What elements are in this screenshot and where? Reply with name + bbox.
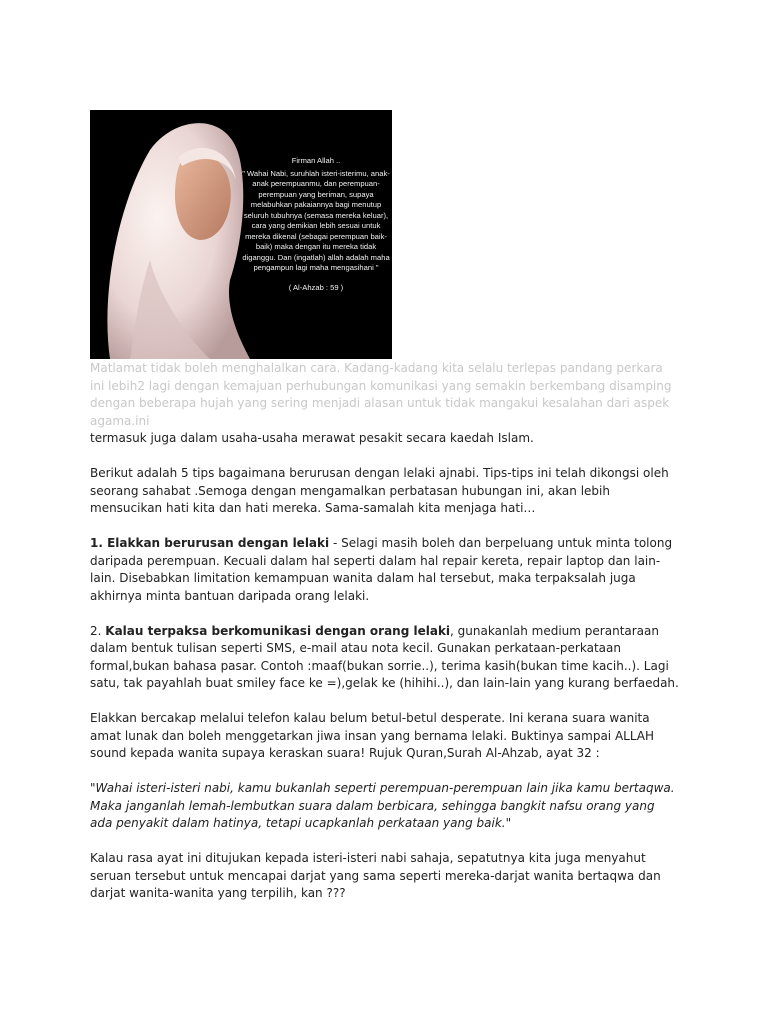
faded-intro: Matlamat tidak boleh menghalalkan cara. Kadang-kadang kita selalu terlepas pandang perkara ini lebih2 lagi dengan kemajuan perhubungan komunikasi yang semakin berkembang disamping dengan beberapa hujah yang sering menjadi alasan untuk tidak mangakui kesalahan dari aspek agama.ini: [90, 361, 672, 428]
tip-2-number: 2.: [90, 623, 106, 638]
tip-1-paragraph: [90, 535, 680, 605]
phone-paragraph: Elakkan bercakap melalui telefon kalau belum betul-betul desperate. Ini kerana suara wanita amat lunak dan boleh menggetarkan jiwa insan yang bernama lelaki. Buktinya sampai ALLAH sound kepada wanita supaya keraskan suara! Rujuk Quran,Surah Al-Ahzab, ayat 32 :: [90, 711, 655, 760]
tip-2-body: , gunakanlah medium perantaraan dalam bentuk tulisan seperti SMS, e-mail atau nota kecil. Gunakan perkataan-perkataan formal,bukan bahasa pasar. Contoh :maaf(bukan sorrie..), terima kasih(bukan time kacih..). Lagi satu, tak payahlah buat smiley face ke =),gelak ke (hihihi..), dan lain-lain yang kurang berfaedah.: [90, 623, 679, 690]
article-body: [90, 360, 680, 920]
hijab-poster-image: [90, 110, 392, 359]
poster-verse: [240, 156, 392, 293]
quran-quote: "Wahai isteri-isteri nabi, kamu bukanlah seperti perempuan-perempuan lain jika kamu bertaqwa. Maka janganlah lemah-lembutkan suara dalam berbicara, sehingga bangkit nafsu orang yang ada penyakit dalam hatinya, tetapi ucapkanlah perkataan yang baik.": [90, 781, 675, 830]
tip-2-title: Kalau terpaksa berkomunikasi dengan orang lelaki: [105, 623, 451, 638]
poster-quote: " Wahai Nabi, suruhlah isteri-isterimu, anak-anak perempuanmu, dan perempuan-perempuan yang beriman, supaya melabuhkan pakaiannya bagi menutup seluruh tubuhnya (semasa mereka keluar), cara yang demikian lebih sesuai untuk mereka dikenal (sebagai perempuan baik-baik) maka dengan itu mereka tidak diganggu. Dan (ingatlah) allah adalah maha pengampun lagi maha mengasihani ": [242, 168, 390, 272]
poster-heading: Firman Allah ..: [291, 156, 341, 165]
closing-paragraph: Kalau rasa ayat ini ditujukan kepada isteri-isteri nabi sahaja, sepatutnya kita juga menyahut seruan tersebut untuk mencapai darjat yang sama seperti mereka-darjat wanita bertaqwa dan darjat wanita-wanita yang terpilih, kan ???: [90, 851, 661, 900]
tip-2-paragraph: [90, 623, 680, 693]
tips-intro-paragraph: Berikut adalah 5 tips bagaimana berurusan dengan lelaki ajnabi. Tips-tips ini telah dikongsi oleh seorang sahabat .Semoga dengan mengamalkan perbatasan hubungan ini, akan lebih mensucikan hati kita dan hati mereka. Sama-samalah kita menjaga hati…: [90, 466, 669, 515]
intro-tail: termasuk juga dalam usaha-usaha merawat pesakit secara kaedah Islam.: [90, 431, 534, 445]
tip-1-title: 1. Elakkan berurusan dengan lelaki: [90, 536, 330, 550]
tip-1-body: - Selagi masih boleh dan berpeluang untuk minta tolong daripada perempuan. Kecuali dalam hal seperti dalam hal repair kereta, repair laptop dan lain-lain. Disebabkan limitation kemampuan wanita dalam hal tersebut, maka terpaksalah juga akhirnya minta bantuan daripada orang lelaki.: [90, 536, 673, 603]
poster-reference: ( Al-Ahzab : 59 ): [288, 282, 344, 292]
